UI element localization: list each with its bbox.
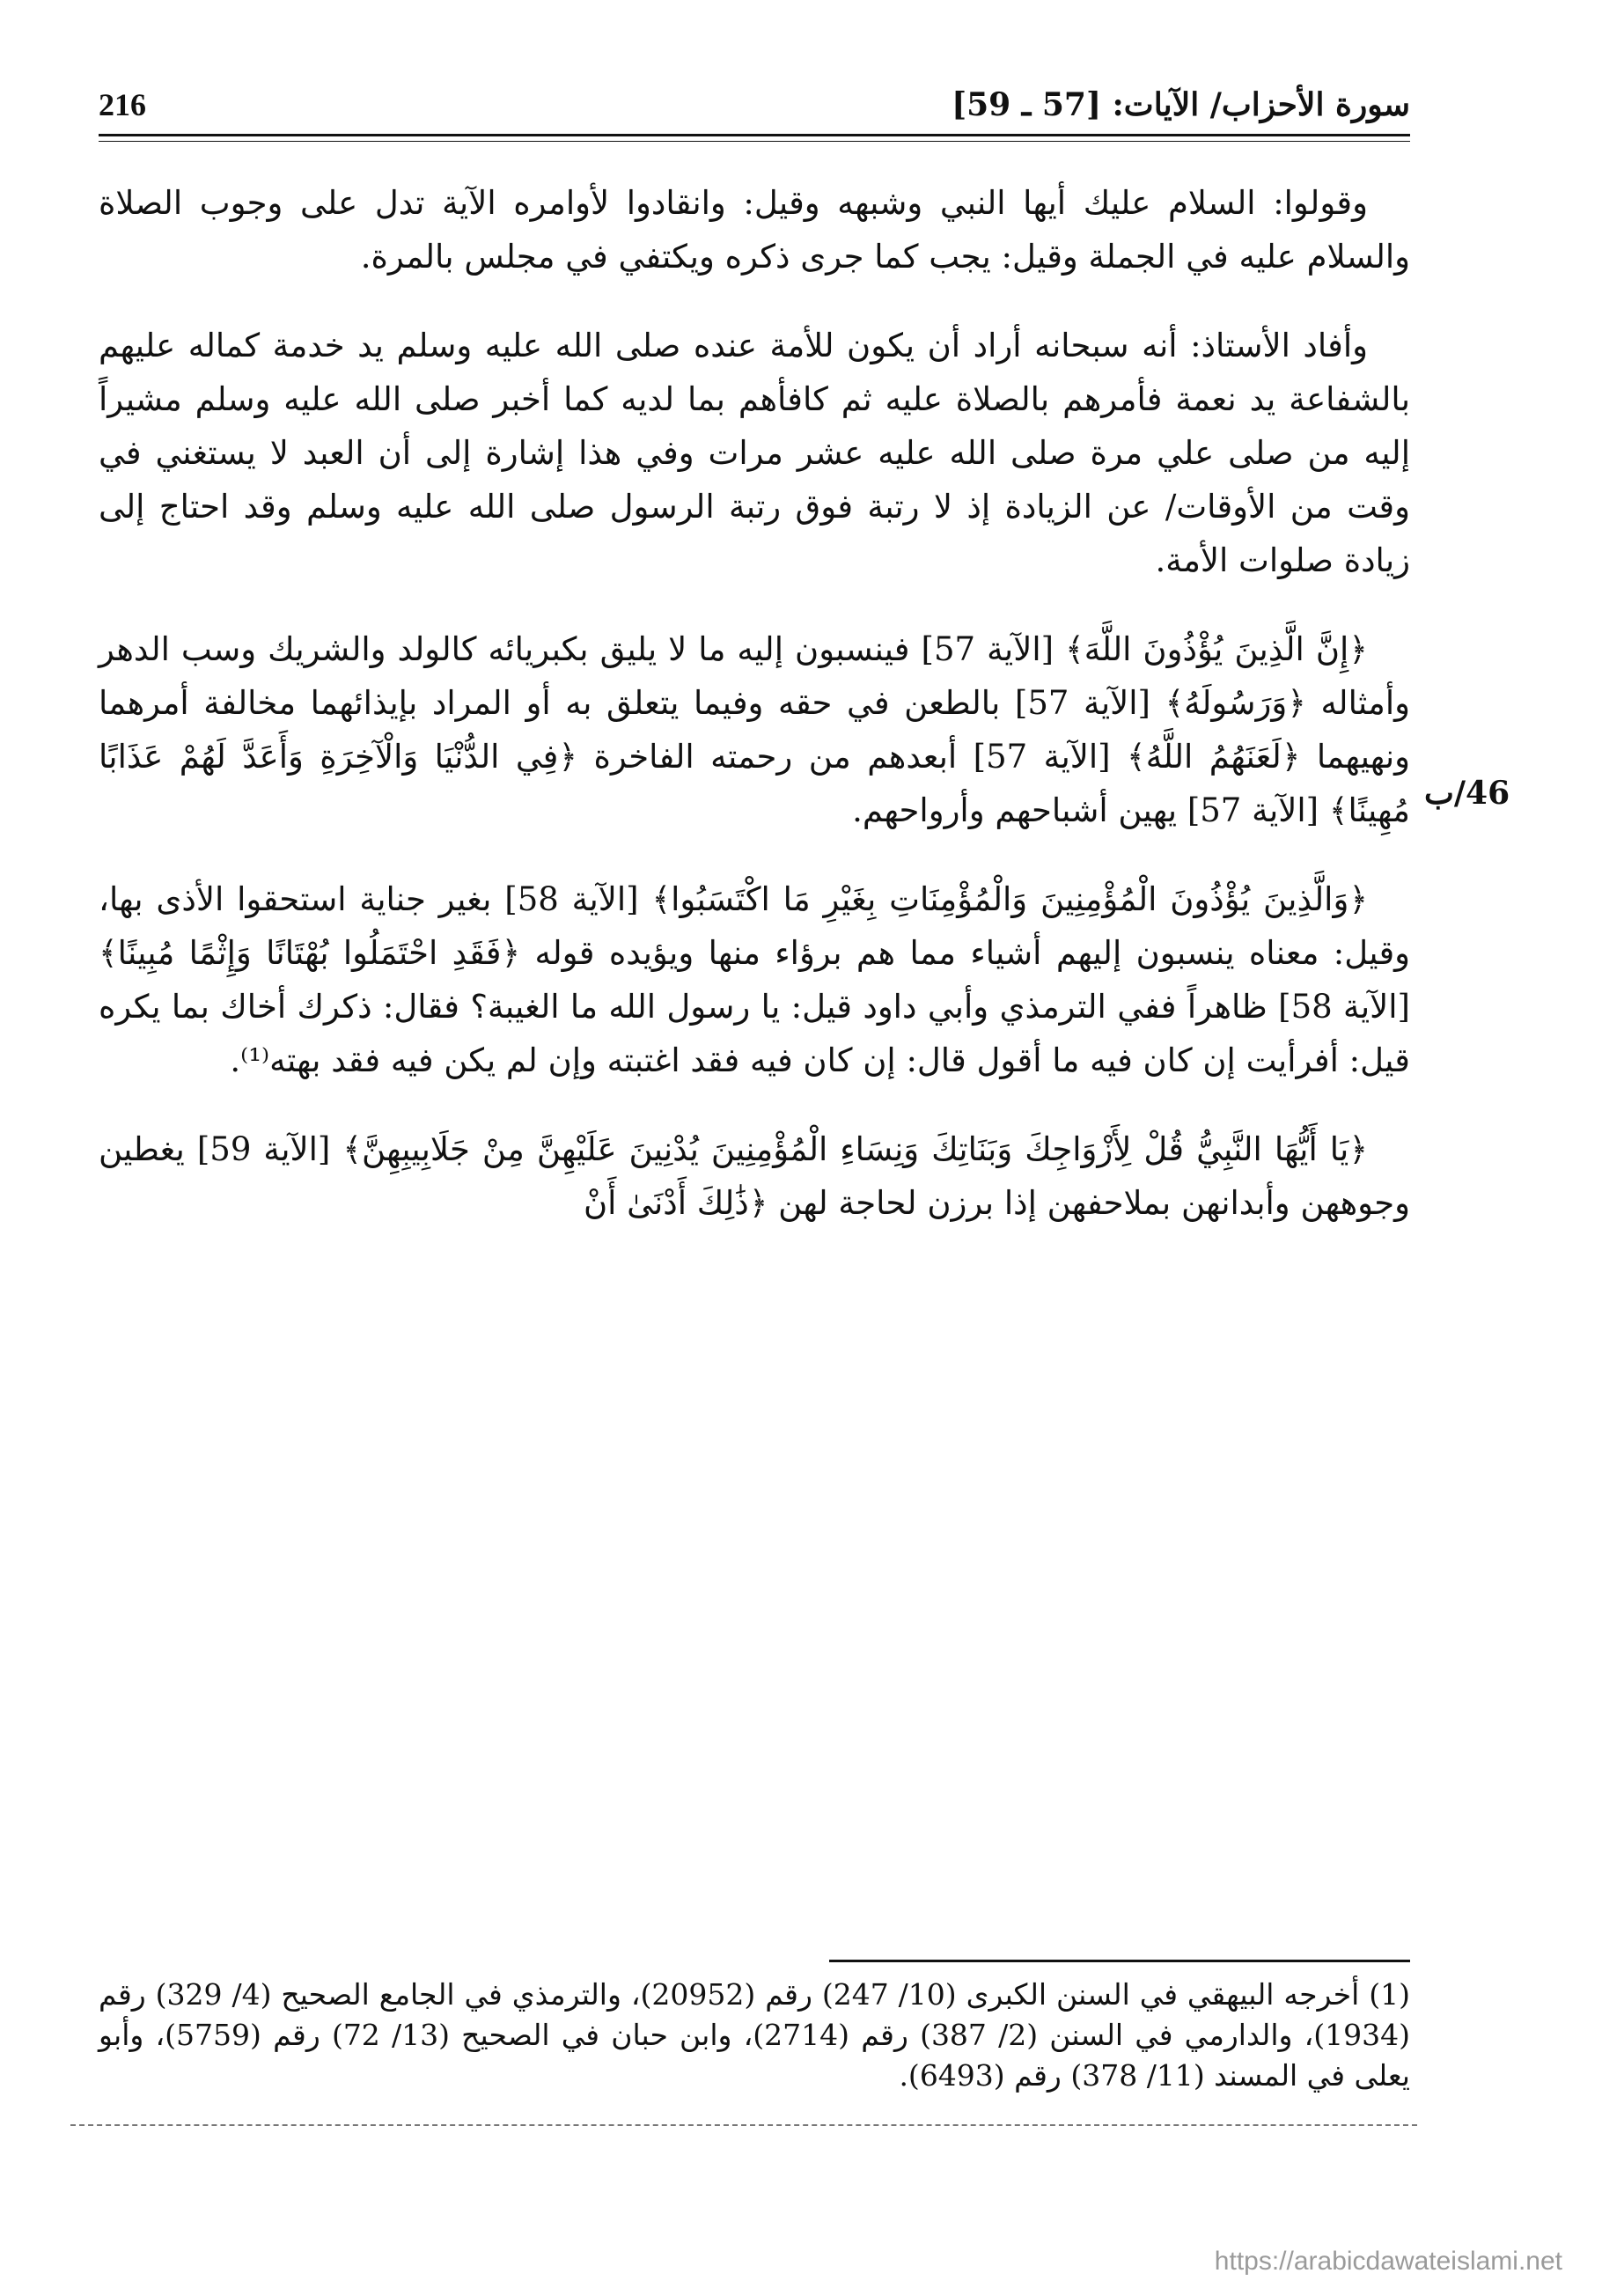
footnote: (1) أخرجه البيهقي في السنن الكبرى (10/ 247) رقم (20952)، والترمذي في الجامع الصحيح (4/ 329) رقم (1934)، والدارمي في السنن (2/ 387) رقم (2714)، وابن حبان في الصحيح (13/ 72) رقم (5759)، وأبو يعلى في المسند (11/ 378) رقم (6493). (99, 1977, 1411, 2093)
scan-artifact-line (70, 2124, 1417, 2126)
paragraph: ﴿إِنَّ الَّذِينَ يُؤْذُونَ اللَّهَ﴾ [الآية 57] فينسبون إليه ما لا يليق بكبريائه كالولد والشريك وسب الدهر وأمثاله ﴿وَرَسُولَهُ﴾ [الآية 57] بالطعن في حقه وفيما يتعلق به أو المراد بإيذائهما مخالفة أمرهما ونهيهما ﴿لَعَنَهُمُ اللَّهُ﴾ [الآية 57] أبعدهم من رحمته الفاخرة ﴿فِي الدُّنْيَا وَالْآخِرَةِ وَأَعَدَّ لَهُمْ عَذَابًا مُهِينًا﴾ [الآية 57] يهين أشباحهم وأرواحهم. (99, 630, 1410, 829)
header-divider (99, 134, 1410, 136)
page-number: 216 (99, 87, 146, 122)
footnote-divider (829, 1960, 1410, 1962)
manuscript-folio-marker: 46/ب (1424, 775, 1510, 812)
footnotes (99, 1975, 1410, 2096)
paragraph: ﴿وَالَّذِينَ يُؤْذُونَ الْمُؤْمِنِينَ وَالْمُؤْمِنَاتِ بِغَيْرِ مَا اكْتَسَبُوا﴾ [الآية 58] بغير جناية استحقوا الأذى بها، وقيل: معناه ينسبون إليهم أشياء مما هم برؤاء منها ويؤيده قوله ﴿فَقَدِ احْتَمَلُوا بُهْتَانًا وَإِثْمًا مُبِينًا﴾ [الآية 58] ظاهراً ففي الترمذي وأبي داود قيل: يا رسول الله ما الغيبة؟ فقال: ذكرك أخاك بما يكره قيل: أفرأيت إن كان فيه ما أقول قال: إن كان فيه فقد اغتبته وإن لم يكن فيه فقد بهته⁽¹⁾. (99, 880, 1410, 1079)
paragraph: وقولوا: السلام عليك أيها النبي وشبهه وقيل: وانقادوا لأوامره الآية تدل على وجوب الصلاة والسلام عليه في الجملة وقيل: يجب كما جرى ذكره ويكتفي في مجلس بالمرة. (99, 184, 1410, 276)
watermark-url: https://arabicdawateislami.net (1214, 2247, 1562, 2276)
page-header (99, 77, 1410, 139)
main-text (99, 176, 1410, 1265)
paragraph: ﴿يَا أَيُّهَا النَّبِيُّ قُلْ لِأَزْوَاجِكَ وَبَنَاتِكَ وَنِسَاءِ الْمُؤْمِنِينَ يُدْنِينَ عَلَيْهِنَّ مِنْ جَلَابِيبِهِنَّ﴾ [الآية 59] يغطين وجوههن وأبدانهن بملاحفهن إذا برزن لحاجة لهن ﴿ذَٰلِكَ أَدْنَىٰ أَنْ (99, 1130, 1410, 1222)
header-divider-thin (99, 141, 1410, 142)
paragraph: وأفاد الأستاذ: أنه سبحانه أراد أن يكون للأمة عنده صلى الله عليه وسلم يد خدمة كماله عليهم بالشفاعة يد نعمة فأمرهم بالصلاة عليه ثم كافأهم بما لديه كما أخبر صلى الله عليه وسلم مشيراً إليه من صلى علي مرة صلى الله عليه عشر مرات وفي هذا إشارة إلى أن العبد لا يستغني في وقت من الأوقات/ عن الزيادة إذ لا رتبة فوق رتبة الرسول صلى الله عليه وسلم وقد احتاج إلى زيادة صلوات الأمة. (99, 327, 1410, 579)
running-title: سورة الأحزاب/ الآيات: [57 ـ 59] (952, 86, 1410, 123)
